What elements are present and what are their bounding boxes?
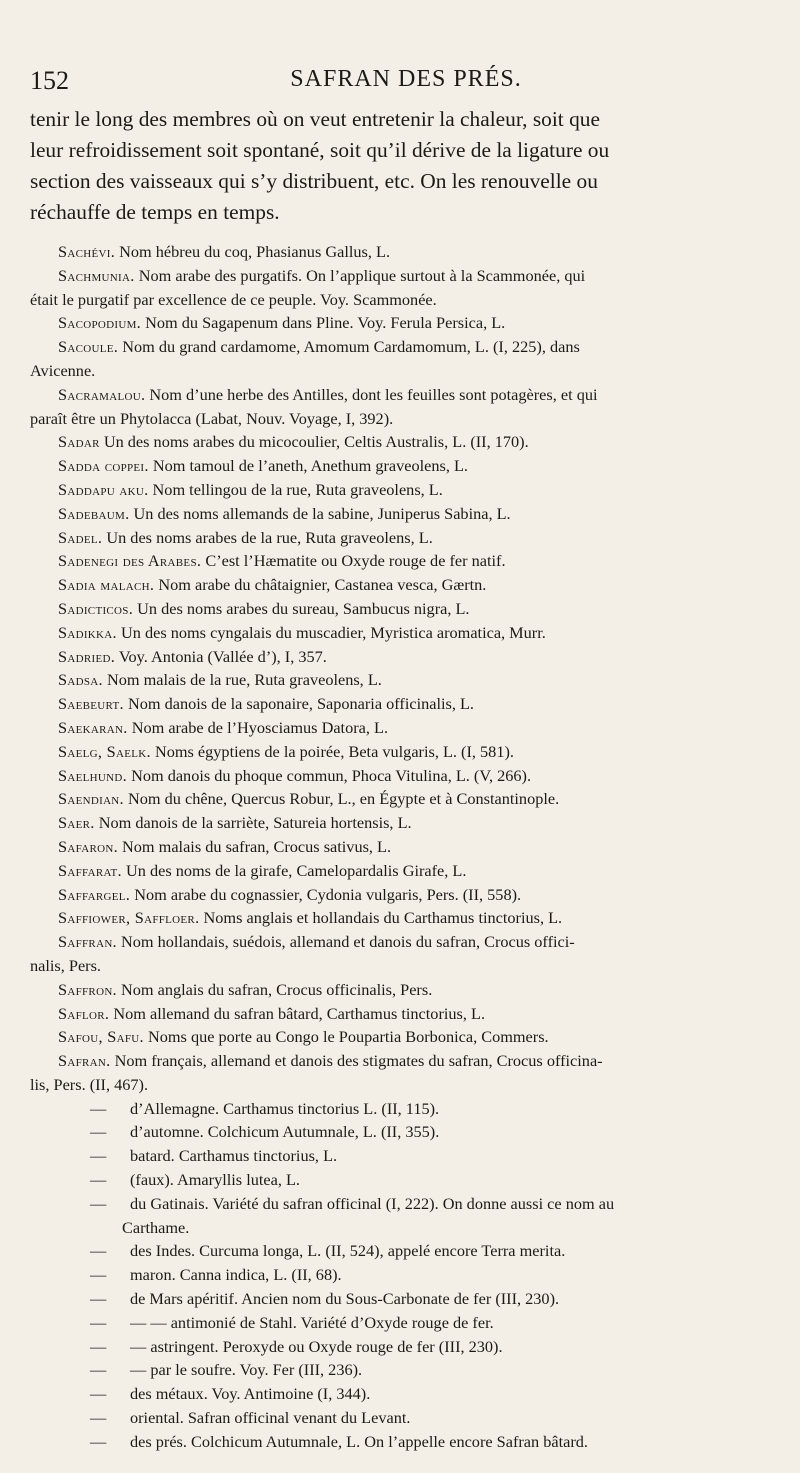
entry-headword: Sadebaum. (58, 503, 130, 523)
entry-line (30, 264, 782, 288)
entry-line (30, 859, 782, 883)
entry-headword: Sadikka. (58, 622, 117, 642)
dictionary-entry (30, 621, 782, 645)
entry-headword: Saffargel. (58, 884, 131, 904)
dictionary-entry (30, 787, 782, 811)
subentry (30, 1287, 782, 1311)
subentry (30, 1192, 782, 1240)
dictionary-entry (30, 930, 782, 978)
subentry-line: (faux). Amaryllis lutea, L. (130, 1170, 300, 1190)
entry-text: Un des noms cyngalais du muscadier, Myristica aromatica, Murr. (121, 622, 546, 642)
entry-line (30, 668, 782, 692)
dictionary-entry (30, 906, 782, 930)
dictionary-entry (30, 311, 782, 335)
subentry (30, 1311, 782, 1335)
ditto-dash: — (90, 1122, 107, 1142)
entry-headword: Sadar (58, 432, 100, 452)
dictionary-entry (30, 430, 782, 454)
text-line: réchauffe de temps en temps. (30, 200, 280, 224)
dictionary-entry (30, 335, 782, 383)
entry-text: Nom danois de la saponaire, Saponaria officinalis, L. (127, 694, 475, 714)
dictionary-entries (30, 240, 782, 1454)
entry-headword: Safaron. (58, 836, 118, 856)
entry-line (30, 1049, 782, 1073)
entry-line (30, 597, 782, 621)
dictionary-entry (30, 597, 782, 621)
subentry-line: — par le soufre. Voy. Fer (III, 236). (130, 1360, 363, 1380)
entry-headword: Safou, Safu. (58, 1027, 144, 1047)
text-line: leur refroidissement soit spontané, soit qu’il dérive de la ligature ou (30, 138, 610, 162)
entry-text: Nom hollandais, suédois, allemand et danois du safran, Crocus offici- (121, 932, 575, 952)
running-title: SAFRAN DES PRÉS. (290, 66, 522, 92)
dictionary-entry (30, 1002, 782, 1026)
entry-headword: Saelg, Saelk. (58, 741, 151, 761)
entry-headword: Sachmunia. (58, 265, 135, 285)
entry-line (30, 454, 782, 478)
entry-text: Nom arabe du châtaignier, Castanea vesca, Gærtn. (158, 575, 487, 595)
entry-headword: Sadried. (58, 646, 116, 666)
dictionary-entry (30, 549, 782, 573)
entry-line (30, 335, 782, 359)
entry-headword: Sadda coppei. (58, 456, 149, 476)
entry-text: Nom arabe de l’Hyosciamus Datora, L. (131, 717, 389, 737)
subentry (30, 1239, 782, 1263)
subentry (30, 1335, 782, 1359)
entry-text: Avicenne. (30, 360, 96, 380)
ditto-dash: — (90, 1241, 107, 1261)
entry-text: Nom du Sagapenum dans Pline. Voy. Ferula Persica, L. (145, 313, 506, 333)
ditto-dash: — (90, 1193, 107, 1213)
ditto-dash: — (90, 1431, 107, 1451)
entry-line (30, 740, 782, 764)
entry-line (30, 692, 782, 716)
entry-text: C’est l’Hæmatite ou Oxyde rouge de fer natif. (205, 551, 506, 571)
subentry (30, 1144, 782, 1168)
entry-text: Nom tamoul de l’aneth, Anethum graveolens, L. (152, 456, 469, 476)
entry-headword: Saelhund. (58, 765, 127, 785)
text-line: tenir le long des membres où on veut entretenir la chaleur, soit que (30, 107, 600, 131)
entry-headword: Sadel. (58, 527, 103, 547)
dictionary-entry (30, 859, 782, 883)
subentry-line: oriental. Safran officinal venant du Levant. (130, 1408, 411, 1428)
entry-headword: Sadia malach. (58, 575, 155, 595)
subentry-line: — — antimonié de Stahl. Variété d’Oxyde rouge de fer. (130, 1312, 494, 1332)
entry-line (30, 883, 782, 907)
ditto-dash: — (90, 1384, 107, 1404)
ditto-dash: — (90, 1265, 107, 1285)
entry-headword: Sadsa. (58, 670, 103, 690)
entry-headword: Sacopodium. (58, 313, 142, 333)
subentry (30, 1120, 782, 1144)
entry-line (30, 645, 782, 669)
entry-text: Nom du grand cardamome, Amomum Cardamomum, L. (I, 225), dans (122, 337, 580, 357)
text-line: section des vaisseaux qui s’y distribuent, etc. On les renouvelle ou (30, 169, 598, 193)
entry-text: Nom danois de la sarriète, Satureia hortensis, L. (98, 813, 412, 833)
entry-text: Un des noms allemands de la sabine, Juniperus Sabina, L. (133, 503, 511, 523)
entry-text: Nom arabe des purgatifs. On l’applique surtout à la Scammonée, qui (138, 265, 586, 285)
entry-line (30, 288, 782, 312)
entry-text: lis, Pers. (II, 467). (30, 1074, 149, 1094)
subentry (30, 1097, 782, 1121)
dictionary-entry (30, 454, 782, 478)
entry-line (30, 1073, 782, 1097)
entry-text: Un des noms de la girafe, Camelopardalis Girafe, L. (126, 860, 467, 880)
dictionary-entry (30, 764, 782, 788)
entry-line (30, 549, 782, 573)
entry-text: Nom malais du safran, Crocus sativus, L. (122, 836, 392, 856)
entry-text: Nom tellingou de la rue, Ruta graveolens, L. (152, 479, 443, 499)
ditto-dash: — (90, 1146, 107, 1166)
entry-headword: Sacramalou. (58, 384, 146, 404)
dictionary-entry (30, 383, 782, 431)
subentry (30, 1406, 782, 1430)
entry-headword: Sachévi. (58, 242, 116, 261)
subentry-line: maron. Canna indica, L. (II, 68). (130, 1265, 342, 1285)
entry-text: Noms égyptiens de la poirée, Beta vulgaris, L. (I, 581). (154, 741, 514, 761)
entry-text: Voy. Antonia (Vallée d’), I, 357. (118, 646, 327, 666)
entry-line (30, 930, 782, 954)
entry-text: Nom d’une herbe des Antilles, dont les feuilles sont potagères, et qui (149, 384, 598, 404)
dictionary-entry (30, 264, 782, 312)
page-number: 152 (30, 66, 69, 95)
entry-text: Nom allemand du safran bâtard, Carthamus tinctorius, L. (113, 1003, 486, 1023)
dictionary-entry (30, 716, 782, 740)
entry-line (30, 502, 782, 526)
entry-line (30, 954, 782, 978)
subentry-line: des Indes. Curcuma longa, L. (II, 524), appelé encore Terra merita. (130, 1241, 566, 1261)
entry-line (30, 835, 782, 859)
subentry-line: d’Allemagne. Carthamus tinctorius L. (II, 115). (130, 1098, 440, 1118)
entry-line (30, 764, 782, 788)
ditto-dash: — (90, 1360, 107, 1380)
entry-text: Un des noms arabes du micocoulier, Celtis Australis, L. (II, 170). (103, 432, 529, 452)
entry-line (30, 383, 782, 407)
entry-text: Nom danois du phoque commun, Phoca Vitulina, L. (V, 266). (131, 765, 532, 785)
subentry-line: Carthame. (122, 1217, 190, 1237)
ditto-dash: — (90, 1098, 107, 1118)
dictionary-entry (30, 502, 782, 526)
dictionary-entry (30, 645, 782, 669)
entry-line (30, 478, 782, 502)
entry-text: Nom anglais du safran, Crocus officinalis, Pers. (121, 979, 433, 999)
subentry-line: des prés. Colchicum Autumnale, L. On l’appelle encore Safran bâtard. (130, 1431, 588, 1451)
entry-line (30, 716, 782, 740)
entry-text: nalis, Pers. (30, 955, 101, 975)
entry-headword: Sacoule. (58, 337, 119, 357)
intro-paragraph (30, 104, 782, 228)
entry-text: Un des noms arabes du sureau, Sambucus nigra, L. (137, 598, 470, 618)
subentry-line: d’automne. Colchicum Autumnale, L. (II, 355). (130, 1122, 440, 1142)
dictionary-entry (30, 740, 782, 764)
subentry-line: des métaux. Voy. Antimoine (I, 344). (130, 1384, 371, 1404)
dictionary-entry (30, 240, 782, 264)
dictionary-entry (30, 478, 782, 502)
dictionary-entry (30, 835, 782, 859)
entry-headword: Saendian. (58, 789, 124, 809)
entry-line (30, 787, 782, 811)
ditto-dash: — (90, 1336, 107, 1356)
subentry-line: — astringent. Peroxyde ou Oxyde rouge de fer (III, 230). (130, 1336, 503, 1356)
entry-line (30, 621, 782, 645)
subentry (30, 1382, 782, 1406)
entry-line (30, 311, 782, 335)
entry-headword: Sadicticos. (58, 598, 134, 618)
ditto-dash: — (90, 1170, 107, 1190)
entry-line (30, 240, 782, 264)
entry-line (30, 1025, 782, 1049)
ditto-dash: — (90, 1408, 107, 1428)
entry-headword: Saebeurt. (58, 694, 124, 714)
entry-line (30, 407, 782, 431)
entry-line (30, 430, 782, 454)
subentry (30, 1168, 782, 1192)
entry-text: Nom hébreu du coq, Phasianus Gallus, L. (119, 242, 391, 261)
subentry-line: du Gatinais. Variété du safran officinal (I, 222). On donne aussi ce nom au (130, 1193, 615, 1213)
entry-line (30, 526, 782, 550)
entry-headword: Sadenegi des Arabes. (58, 551, 202, 571)
subentry (30, 1263, 782, 1287)
entry-line (30, 906, 782, 930)
subentry (30, 1358, 782, 1382)
entry-headword: Saer. (58, 813, 95, 833)
dictionary-entry (30, 978, 782, 1002)
entry-line (30, 978, 782, 1002)
entry-text: Noms anglais et hollandais du Carthamus tinctorius, L. (203, 908, 563, 928)
dictionary-entry (30, 526, 782, 550)
entry-text: Nom français, allemand et danois des stigmates du safran, Crocus officina- (114, 1051, 603, 1071)
entry-headword: Saflor. (58, 1003, 110, 1023)
dictionary-entry (30, 692, 782, 716)
dictionary-entry (30, 573, 782, 597)
subentry-line: de Mars apéritif. Ancien nom du Sous-Carbonate de fer (III, 230). (130, 1289, 560, 1309)
entry-text: était le purgatif par excellence de ce peuple. Voy. Scammonée. (30, 289, 437, 309)
dictionary-entry (30, 1049, 782, 1097)
entry-line (30, 573, 782, 597)
entry-headword: Saekaran. (58, 717, 128, 737)
entry-text: Un des noms arabes de la rue, Ruta graveolens, L. (106, 527, 433, 547)
dictionary-entry (30, 1025, 782, 1049)
entry-text: Nom malais de la rue, Ruta graveolens, L. (106, 670, 382, 690)
entry-headword: Saffran. (58, 932, 117, 952)
entry-text: Noms que porte au Congo le Poupartia Borbonica, Commers. (147, 1027, 549, 1047)
dictionary-entry (30, 668, 782, 692)
entry-text: Nom du chêne, Quercus Robur, L., en Égypte et à Constantinople. (128, 789, 560, 809)
ditto-dash: — (90, 1312, 107, 1332)
entry-headword: Saffron. (58, 979, 117, 999)
entry-line (30, 1002, 782, 1026)
entry-headword: Saddapu aku. (58, 479, 149, 499)
entry-headword: Safran. (58, 1051, 111, 1071)
entry-line (30, 359, 782, 383)
dictionary-entry (30, 883, 782, 907)
entry-text: Nom arabe du cognassier, Cydonia vulgaris, Pers. (II, 558). (134, 884, 522, 904)
page-header (30, 66, 782, 100)
subentry-line: batard. Carthamus tinctorius, L. (130, 1146, 338, 1166)
dictionary-entry (30, 811, 782, 835)
entry-headword: Saffiower, Saffloer. (58, 908, 200, 928)
entry-line (30, 811, 782, 835)
entry-text: paraît être un Phytolacca (Labat, Nouv. Voyage, I, 392). (30, 408, 394, 428)
ditto-dash: — (90, 1289, 107, 1309)
entry-headword: Saffarat. (58, 860, 122, 880)
subentry (30, 1430, 782, 1454)
